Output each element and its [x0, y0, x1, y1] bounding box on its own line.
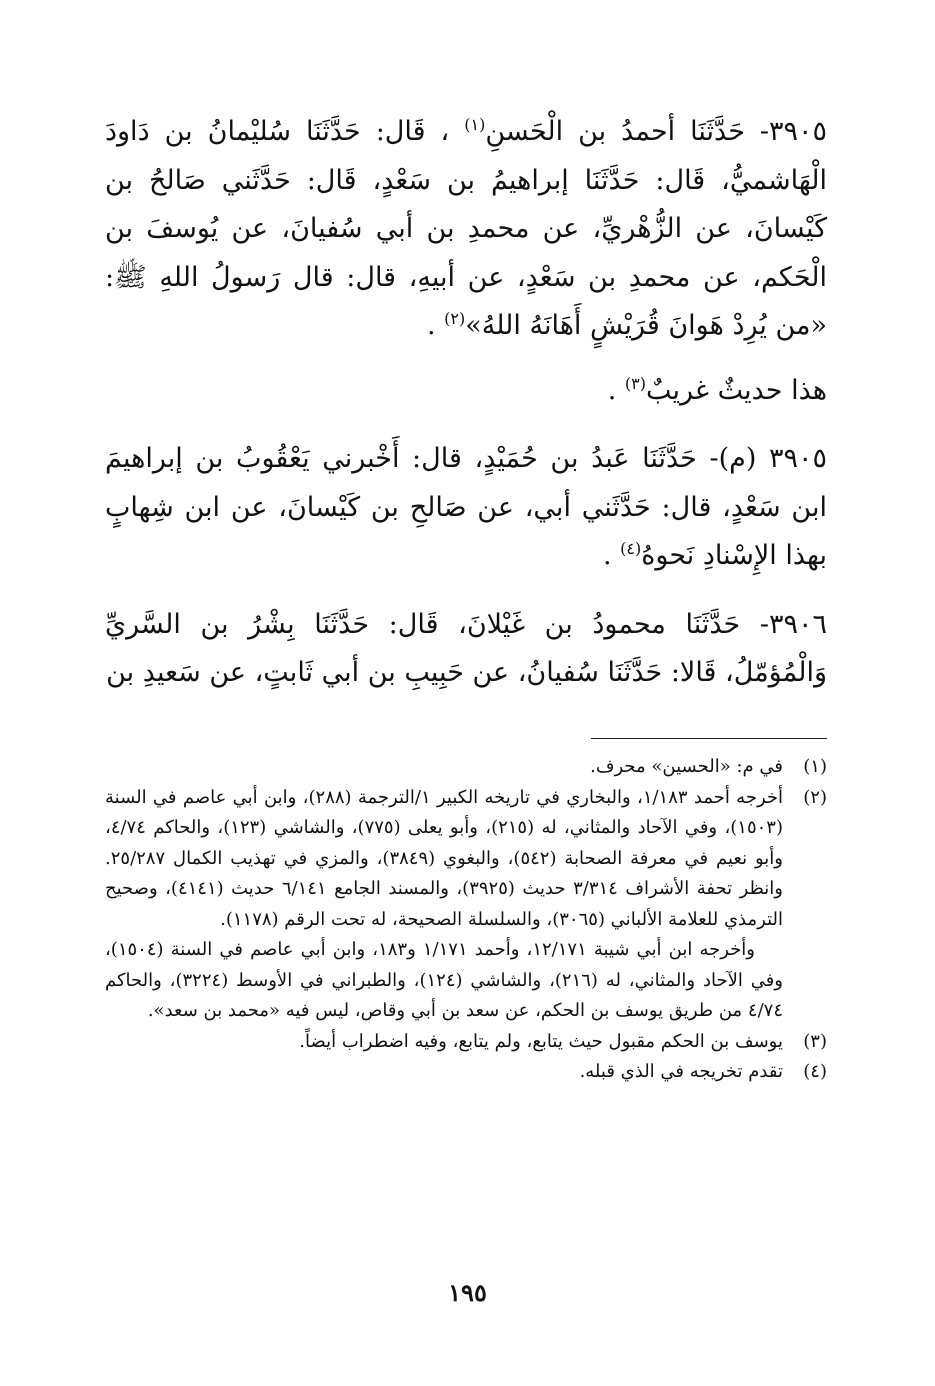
hadith-3906-text: ٣٩٠٦- حَدَّثَنَا محمودُ بن غَيْلانَ، قَال: حَدَّثَنَا بِشْرُ بن السَّريِّ وَالْمُؤمّلُ، قَالا: حَدَّثَنَا سُفيانُ، عن حَبِيبِ بن أبي ثَابتٍ، عن سَعيدِ بن — [105, 608, 827, 688]
hadith-3905m — [105, 435, 827, 581]
footnote-number: (١) — [803, 756, 827, 777]
footnote-number: (٣) — [803, 1030, 827, 1052]
hadith-3905m-text-a: ٣٩٠٥ (م)- حَدَّثَنَا عَبدُ بن حُمَيْدٍ، قال: أَخْبرني يَعْقُوبُ بن إبراهيمَ ابن سَعْدٍ، قال: حَدَّثَني أبي، عن صَالحِ بن كَيْسانَ، عن ابن شِهابٍ بهذا الإِسْنادِ نَحوهُ — [105, 443, 827, 571]
footnote-ref-1: (١) — [464, 115, 486, 134]
hadith-3906 — [105, 601, 827, 698]
page-number: ١٩٥ — [448, 1278, 487, 1307]
main-text — [105, 108, 827, 698]
hadith-3905-text-c: . — [426, 310, 445, 341]
footnote-text: أخرجه أحمد ١/١٨٣، والبخاري في تاريخه الكبير ١/الترجمة (٢٨٨)، وابن أبي عاصم في السنة (١٥٠٣)، وفي الآحاد والمثاني، له (٢١٥)، وأبو يعلى (٧٧٥)، والشاشي (١٢٣)، والحاكم ٤/٧٤، وأبو نعيم في معرفة الصحابة (٥٤٢)، والبغوي (٣٨٤٩)، والمزي في تهذيب الكمال ٢٥/٢٨٧. وانظر تحفة الأشراف ٣/٣١٤ حديث (٣٩٢٥)، والمسند الجامع ٦/١٤١ حديث (٤١٤١)، وصحيح الترمذي للعلامة الألباني (٣٠٦٥)، والسلسلة الصحيحة، له تحت الرقم (١١٧٨). — [105, 786, 784, 930]
footnote-number: (٢) — [803, 786, 827, 808]
footnote-text: في م: «الحسين» محرف. — [590, 756, 783, 777]
hadith-3905 — [105, 108, 827, 351]
grading-text-b: . — [607, 374, 625, 406]
footnotes — [105, 752, 827, 1088]
footnote-divider — [591, 738, 827, 739]
footnote-ref-4: (٤) — [620, 539, 642, 558]
footnote-text: تقدم تخريجه في الذي قبله. — [579, 1061, 783, 1082]
footnote-ref-3: (٣) — [624, 373, 646, 393]
footnote-number: (٤) — [803, 1061, 827, 1082]
footnote-text: يوسف بن الحكم مقبول حيث يتابع، ولم يتابع، وفيه اضطراب أيضاً. — [299, 1030, 783, 1052]
footnote-2-continuation: وأخرجه ابن أبي شيبة ١٢/١٧١، وأحمد ١/١٧١ و١٨٣، وابن أبي عاصم في السنة (١٥٠٤)، وفي الآحاد والمثاني، له (٢١٦)، والشاشي (١٢٤)، والطبراني في الأوسط (٣٢٢٤)، والحاكم ٤/٧٤ من طريق يوسف بن الحكم، عن سعد بن أبي وقاص، ليس فيه «محمد بن سعد». — [105, 939, 784, 1021]
grading-line — [105, 367, 827, 416]
grading-text-a: هذا حديثٌ غريبٌ — [645, 374, 827, 406]
footnote-4 — [105, 1057, 827, 1088]
hadith-3905m-text-b: . — [602, 540, 621, 571]
footnote-3 — [105, 1027, 827, 1058]
hadith-3905-text-a: ٣٩٠٥- حَدَّثَنَا أحمدُ بن الْحَسنِ — [485, 116, 828, 147]
footnote-1 — [105, 752, 827, 783]
footnote-ref-2: (٢) — [444, 309, 466, 328]
hadith-3905-text-b: ، قَال: حَدَّثَنَا سُليْمانُ بن دَاودَ الْهَاشميُّ، قَال: حَدَّثَنَا إبراهيمُ بن سَعْدٍ، قَال: حَدَّثَني صَالحُ بن كَيْسانَ، عن الزُّهْريِّ، عن محمدِ بن أبي سُفيانَ، عن يُوسفَ بن الْحَكم، عن محمدِ بن سَعْدٍ، عن أبيهِ، قال: قال رَسولُ اللهِ ﷺ: «من يُرِدْ هَوانَ قُرَيْشٍ أَهَانَهُ اللهُ» — [105, 116, 827, 341]
footnote-2 — [105, 783, 827, 936]
